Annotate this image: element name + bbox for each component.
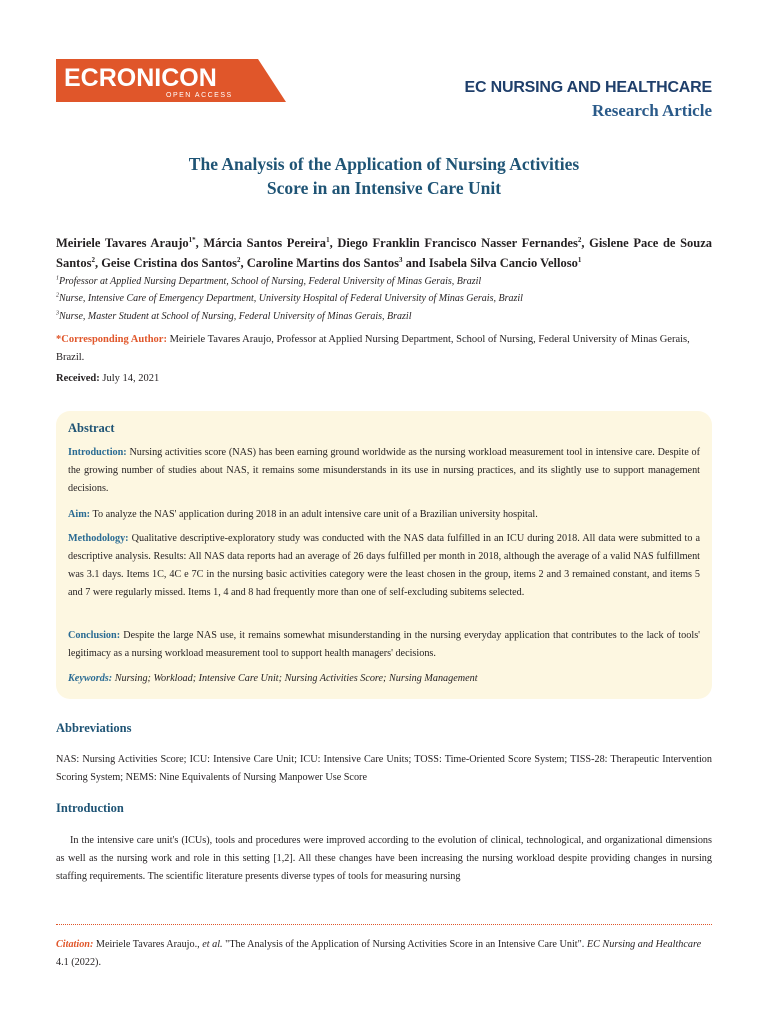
title-line-2: Score in an Intensive Care Unit — [266, 178, 502, 198]
affiliation-sup: 2 — [56, 292, 59, 299]
abbreviations-text: NAS: Nursing Activities Score; ICU: Intensive Care Unit; ICU: Intensive Care Units; TOSS: Time-Oriented Score System; TISS-28: Therapeutic Intervention Scoring System; NEMS: Nine Equivalents of Nursing Manpower Use Score — [56, 754, 712, 783]
abstract-conclusion — [68, 627, 700, 663]
abstract-heading: Abstract — [68, 421, 115, 435]
keywords-text: Nursing; Workload; Intensive Care Unit; Nursing Activities Score; Nursing Management — [114, 673, 478, 684]
citation — [56, 936, 712, 972]
author-name: Diego Franklin Francisco Nasser Fernandes — [337, 236, 578, 250]
abstract-aim — [68, 506, 700, 524]
journal-header — [465, 78, 712, 123]
author-sup: 3 — [398, 255, 403, 264]
abstract-conclusion-label: Conclusion: — [68, 630, 121, 641]
affiliation-text: Professor at Applied Nursing Department, School of Nursing, Federal University of Minas Gerais, Brazil — [59, 276, 482, 287]
author-sup: 2 — [236, 255, 241, 264]
title-line-1: The Analysis of the Application of Nursing Activities — [188, 154, 580, 174]
author-sup: 1 — [577, 255, 582, 264]
author-sup: 1* — [188, 235, 196, 244]
corresponding-label: *Corresponding Author: — [56, 334, 167, 345]
author-name: Gislene Pace de Souza Santos — [56, 236, 713, 270]
author-list: Meiriele Tavares Araujo$^{1*}$, Márcia Santos Pereira$^1$, Diego Franklin Francisco Nasser Fernandes$^2$, Gislene Pace de Souza Santos$^2$, Geise Cristina dos Santos$^2$, Caroline Martins dos Santos$^3$ and Isabela Silva Cancio Velloso$^1$ — [56, 235, 713, 270]
corresponding-author — [56, 331, 712, 367]
abbreviations-heading: Abbreviations — [56, 721, 132, 735]
abstract-methodology-text: Qualitative descriptive-exploratory study was conducted with the NAS data fulfilled in an ICU during 2018. All data were submitted to a descriptive analysis. Results: All NAS data reports had an average of 26 days fulfilled per month in 2018, although the average of a valid NAS fulfillment was 3.1 days. Items 1C, 4C e 7C in the nursing basic activities category were the least chosen in the group, items 2 and 3 remained constant, and items 5 and 7 were regularly missed. Items 1, 4 and 8 had frequently more than one of self-excluding subitems selected. — [68, 533, 701, 598]
abstract-keywords — [68, 670, 700, 688]
journal-name: EC NURSING AND HEALTHCARE — [464, 79, 712, 96]
received-value: July 14, 2021 — [102, 373, 160, 384]
affiliation-sup: 1 — [56, 275, 59, 282]
abstract-methodology-label: Methodology: — [68, 533, 129, 544]
abstract-aim-label: Aim: — [68, 509, 91, 520]
received-label: Received: — [56, 373, 100, 384]
abstract-intro-text: Nursing activities score (NAS) has been earning ground worldwide as the nursing workload measurement tool in intensive care. Despite of the growing number of studies about NAS, it remains some misunderstands in its use in nursing practices, and its slightly use to support management decisions. — [68, 447, 700, 494]
footer-divider — [56, 924, 712, 925]
abstract-aim-text: To analyze the NAS' application during 2018 in an adult intensive care unit of a Brazilian university hospital. — [92, 509, 538, 520]
abstract-methodology — [68, 530, 700, 602]
affiliation-sup: 3 — [56, 310, 59, 317]
logo-text: ECRONICON — [64, 64, 217, 92]
article-type: Research Article — [591, 101, 712, 120]
citation-volume: 4.1 (2022). — [56, 957, 101, 968]
affiliation-text: Nurse, Master Student at School of Nursing, Federal University of Minas Gerais, Brazil — [59, 311, 412, 322]
author-name: Isabela Silva Cancio Velloso — [428, 256, 578, 270]
corresponding-text: Meiriele Tavares Araujo, Professor at Applied Nursing Department, School of Nursing, Federal University of Minas Gerais, Brazil. — [56, 334, 690, 363]
abstract-box — [56, 411, 712, 699]
author-name: Geise Cristina dos Santos — [101, 256, 237, 270]
logo-subtext: OPEN ACCESS — [166, 92, 233, 99]
author-name: Meiriele Tavares Araujo — [56, 236, 189, 250]
publisher-logo — [56, 59, 286, 102]
author-sup: 2 — [577, 235, 582, 244]
article-title — [56, 152, 712, 200]
abstract-introduction — [68, 444, 700, 498]
affiliation-1 — [56, 275, 712, 289]
citation-etal: et al. — [202, 939, 223, 950]
author-sup: 2 — [91, 255, 95, 264]
citation-authors: Meiriele Tavares Araujo., — [95, 939, 200, 950]
affiliation-text: Nurse, Intensive Care of Emergency Department, University Hospital of Federal University of Minas Gerais, Brazil — [59, 293, 523, 304]
author-name: Márcia Santos Pereira — [203, 236, 327, 250]
citation-label: Citation: — [56, 939, 94, 950]
citation-title: "The Analysis of the Application of Nursing Activities Score in an Intensive Care Unit". — [225, 939, 585, 950]
abstract-intro-label: Introduction: — [68, 447, 127, 458]
keywords-label: Keywords: — [68, 673, 113, 684]
citation-journal: EC Nursing and Healthcare — [586, 939, 702, 950]
received-date — [56, 370, 159, 388]
affiliation-3 — [56, 310, 712, 324]
abstract-conclusion-text: Despite the large NAS use, it remains somewhat misunderstanding in the nursing everyday application that contributes to the lack of tools' legitimacy as a nursing workload measurement tool to support health managers' decisions. — [68, 630, 700, 659]
author-sup: 1 — [326, 235, 330, 244]
affiliation-2 — [56, 292, 712, 306]
author-name: Caroline Martins dos Santos — [246, 256, 399, 270]
introduction-heading: Introduction — [56, 801, 124, 815]
introduction-text: In the intensive care unit's (ICUs), tools and procedures were improved according to the evolution of clinical, technological, and organizational dimensions as well as the nursing work and role in this setting [1,2]. All these changes have been increasing the nursing workload despite providing changes in nursing staffing requirements. The scientific literature presents diverse types of tools for measuring nursing — [56, 835, 712, 882]
